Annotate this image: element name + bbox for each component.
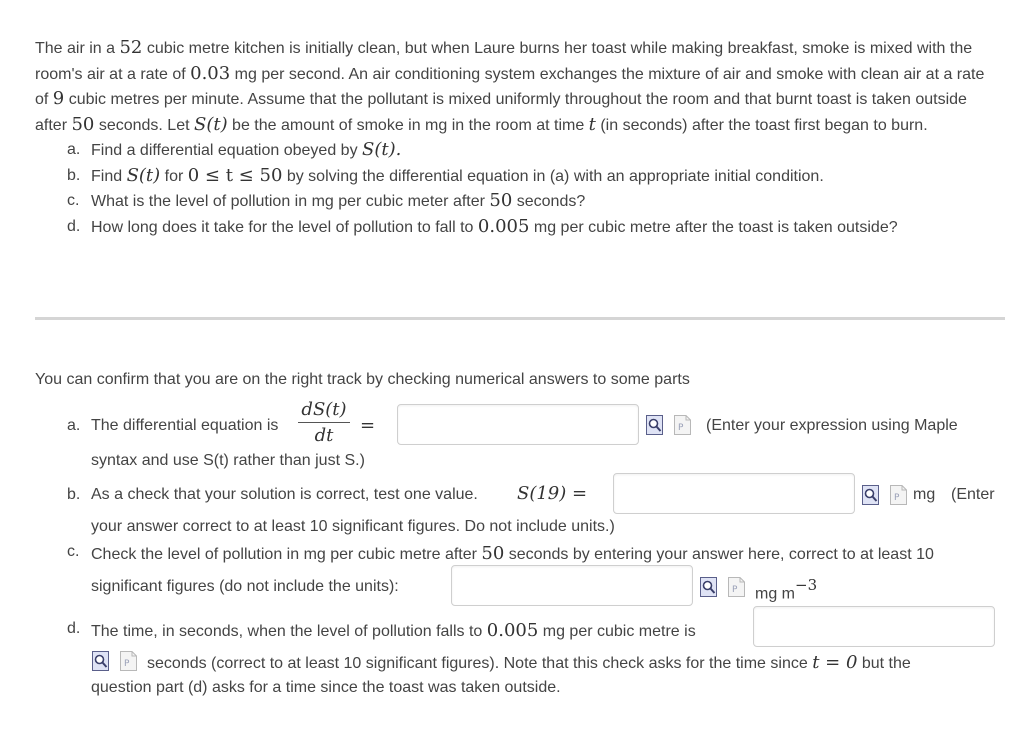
check-c-text-post: seconds by entering your answer here, correct to at least 10 xyxy=(504,546,934,563)
part-text: by solving the differential equation in (a) with an appropriate initial condition. xyxy=(282,167,824,185)
svg-text:P: P xyxy=(732,585,738,595)
check-b-math: S(19) = xyxy=(517,483,588,504)
problem-text: seconds. Let xyxy=(94,116,194,134)
part-text: What is the level of pollution in mg per cubic meter after xyxy=(91,193,490,210)
check-d-text-post: mg per cubic metre is xyxy=(538,623,696,640)
check-c-math: 50 xyxy=(481,543,505,564)
problem-math: S(t) xyxy=(194,113,228,135)
part-math: S(t) xyxy=(126,164,161,186)
problem-text: be the amount of smoke in mg in the room at time xyxy=(227,116,589,134)
problem-text: The air in a xyxy=(35,40,120,57)
check-c-text-line2: significant figures (do not include the units): xyxy=(91,578,399,595)
problem-math: t xyxy=(588,113,596,135)
check-d-math: 0.005 xyxy=(486,620,539,641)
check-d-text-pre: The time, in seconds, when the level of pollution falls to xyxy=(91,623,487,640)
checks-intro: You can confirm that you are on the right track by checking numerical answers to some parts xyxy=(35,371,690,388)
check-c-unit xyxy=(755,578,817,603)
answer-input-b[interactable] xyxy=(613,473,855,514)
check-c-text xyxy=(91,543,934,564)
check-b-note-cont: your answer correct to at least 10 significant figures. Do not include units.) xyxy=(91,518,615,535)
check-b-unit: mg xyxy=(913,486,936,503)
check-a-text: The differential equation is xyxy=(91,417,279,434)
maple-syntax-help-icon[interactable] xyxy=(674,415,691,435)
preview-icon[interactable] xyxy=(646,415,663,435)
section-divider xyxy=(35,317,1005,320)
check-d-line2-post: but the xyxy=(857,655,911,672)
problem-part-b xyxy=(35,164,995,190)
part-text: for xyxy=(160,167,188,185)
check-c-label: c. xyxy=(67,543,80,560)
fraction-denominator: dt xyxy=(314,425,334,446)
equals-sign: = xyxy=(360,415,376,436)
svg-text:P: P xyxy=(124,659,130,669)
maple-syntax-help-icon[interactable] xyxy=(120,651,137,671)
problem-math: 50 xyxy=(71,113,95,135)
fraction-bar xyxy=(298,422,350,423)
check-a-note: (Enter your expression using Maple xyxy=(706,417,958,434)
check-c-text-pre: Check the level of pollution in mg per cubic metre after xyxy=(91,546,482,563)
problem-math: 9 xyxy=(52,88,65,109)
problem-math: 0.03 xyxy=(190,62,231,84)
unit-text: mg m xyxy=(755,585,795,603)
part-text: Find xyxy=(91,167,127,185)
problem-text: (in seconds) after the toast first began to burn. xyxy=(595,116,928,134)
check-d-label: d. xyxy=(67,620,81,637)
unit-exponent: −3 xyxy=(795,576,818,594)
answer-input-c[interactable] xyxy=(451,565,693,606)
problem-math: 52 xyxy=(119,37,143,58)
maple-syntax-help-icon[interactable] xyxy=(890,485,907,505)
part-text: Find a differential equation obeyed by xyxy=(91,142,363,159)
problem-parts-list xyxy=(35,138,995,240)
fraction-numerator: dS(t) xyxy=(301,399,347,420)
part-math: S(t). xyxy=(362,139,402,160)
check-d-line2-pre: seconds (correct to at least 10 significant figures). Note that this check asks for the time since xyxy=(147,655,813,672)
problem-part-c xyxy=(35,189,995,215)
problem-text: mg per second. An air conditioning system exchanges the mixture of air and smoke with clean air at a rate of xyxy=(35,65,985,108)
check-b-note: (Enter xyxy=(951,486,995,503)
problem-paragraph xyxy=(35,36,995,138)
problem-text: cubic metre kitchen is initially clean, but when Laure burns her toast while making breakfast, smoke is mixed with the room's air at a rate of xyxy=(35,40,973,83)
part-label: b. xyxy=(67,166,81,184)
problem-part-d xyxy=(35,215,995,241)
part-label: c. xyxy=(67,192,80,209)
check-b-text: As a check that your solution is correct, test one value. xyxy=(91,486,478,503)
maple-syntax-help-icon[interactable] xyxy=(728,577,745,597)
answer-input-d[interactable] xyxy=(753,606,995,647)
preview-icon[interactable] xyxy=(862,485,879,505)
check-d-text-line3: question part (d) asks for a time since the toast was taken outside. xyxy=(91,679,561,696)
check-a-note-cont: syntax and use S(t) rather than just S.) xyxy=(91,452,365,469)
problem-statement xyxy=(35,36,995,240)
part-text: mg per cubic metre after the toast is taken outside? xyxy=(529,218,898,236)
problem-part-a xyxy=(35,138,995,164)
preview-icon[interactable] xyxy=(700,577,717,597)
check-d-line2-math: t = 0 xyxy=(812,652,858,673)
part-label: d. xyxy=(67,217,81,235)
check-a-label: a. xyxy=(67,417,81,434)
check-d-text xyxy=(91,620,696,641)
part-label: a. xyxy=(67,141,81,158)
part-math: 0.005 xyxy=(477,215,530,237)
part-text: seconds? xyxy=(512,193,586,210)
part-math: 0 ≤ t ≤ 50 xyxy=(187,164,283,186)
check-b-label: b. xyxy=(67,486,81,503)
part-text: How long does it take for the level of pollution to fall to xyxy=(91,218,478,236)
preview-icon[interactable] xyxy=(92,651,109,671)
answer-input-a[interactable] xyxy=(397,404,639,445)
derivative-fraction xyxy=(298,399,350,446)
svg-text:P: P xyxy=(678,423,684,433)
check-d-text-line2 xyxy=(147,652,911,673)
svg-text:P: P xyxy=(894,493,900,503)
problem-text: cubic metres per minute. Assume that the pollutant is mixed uniformly throughout the room and that burnt toast is taken outside after xyxy=(35,91,967,134)
part-math: 50 xyxy=(489,190,513,211)
